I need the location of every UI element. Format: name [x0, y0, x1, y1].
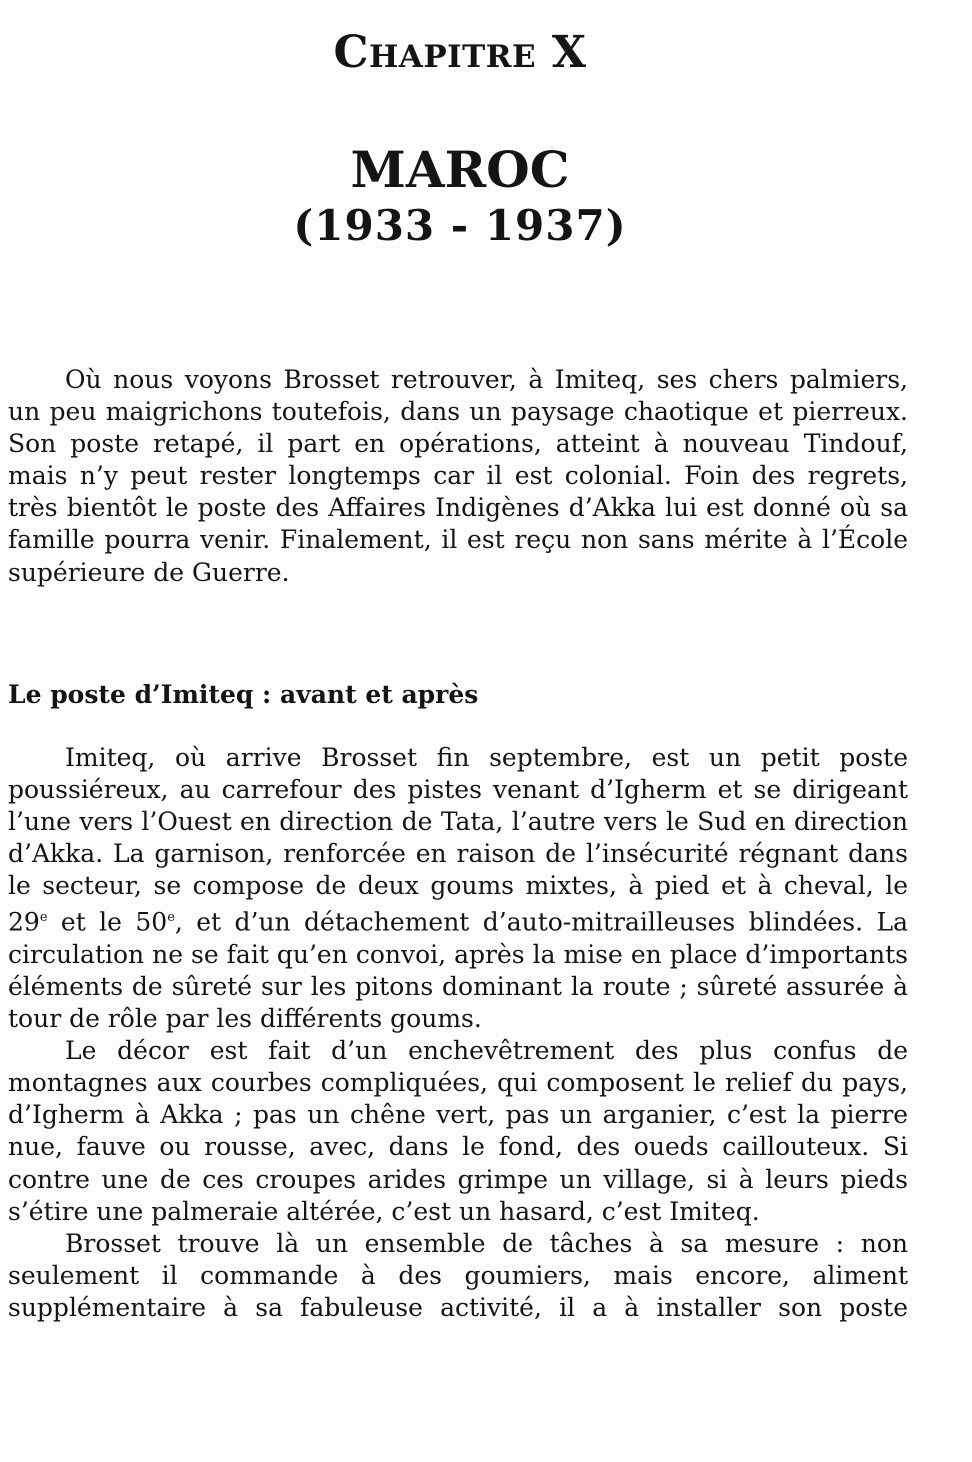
- ordinal-suffix-50: e: [167, 910, 175, 926]
- chapter-summary: [8, 364, 908, 589]
- body-paragraph-1-part-a: Imiteq, où arrive Brosset fin septembre, est un petit poste poussiéreux, au carrefour des pistes venant d’Igherm et se dirigeant l’une vers l’Ouest en direction de Tata, l’autre vers le Sud en direction d’Akka. La garnison, renforcée en raison de l’insécurité régnant dans le secteur, se compose de deux goums mixtes, à pied et à cheval, le 29: [8, 743, 908, 937]
- chapter-label: Chapitre X: [333, 27, 587, 78]
- summary-paragraph: Où nous voyons Brosset retrouver, à Imiteq, ses chers palmiers, un peu maigrichons toutefois, dans un paysage chaotique et pierreux. Son poste retapé, il part en opérations, atteint à nouveau Tindouf, mais n’y peut rester longtemps car il est colonial. Foin des regrets, très bientôt le poste des Affaires Indigènes d’Akka lui est donné où sa famille pourra venir. Finalement, il est reçu non sans mérite à l’École supérieure de Guerre.: [8, 365, 908, 587]
- body-paragraph-1: [8, 742, 908, 1035]
- chapter-dates: (1933 - 1937): [293, 201, 627, 250]
- body-paragraph-3: Brosset trouve là un ensemble de tâches à sa mesure : non seulement il commande à des goumiers, mais encore, aliment supplémentaire à sa fabuleuse activité, il a à installer son poste: [8, 1228, 908, 1322]
- body-paragraph-1-part-c: , et d’un détachement d’auto-mitrailleuses blindées. La circulation ne se fait qu’en convoi, après la mise en place d’importants éléments de sûreté sur les pitons dominant la route ; sûreté assurée à tour de rôle par les différents goums.: [8, 907, 908, 1034]
- body-paragraph-2: Le décor est fait d’un enchevêtrement des plus confus de montagnes aux courbes compliquées, qui composent le relief du pays, d’Igherm à Akka ; pas un chêne vert, pas un arganier, c’est la pierre nue, fauve ou rousse, avec, dans le fond, des oueds caillouteux. Si contre une de ces croupes arides grimpe un village, si à leurs pieds s’étire une palmeraie altérée, c’est un hasard, c’est Imiteq.: [8, 1036, 908, 1226]
- ordinal-suffix-29: e: [39, 910, 48, 926]
- body-paragraph-1-part-b: et le 50: [47, 907, 168, 937]
- body-text: [8, 742, 908, 1324]
- chapter-title: MAROC: [350, 140, 570, 199]
- section-heading: Le poste d’Imiteq : avant et après: [8, 680, 479, 709]
